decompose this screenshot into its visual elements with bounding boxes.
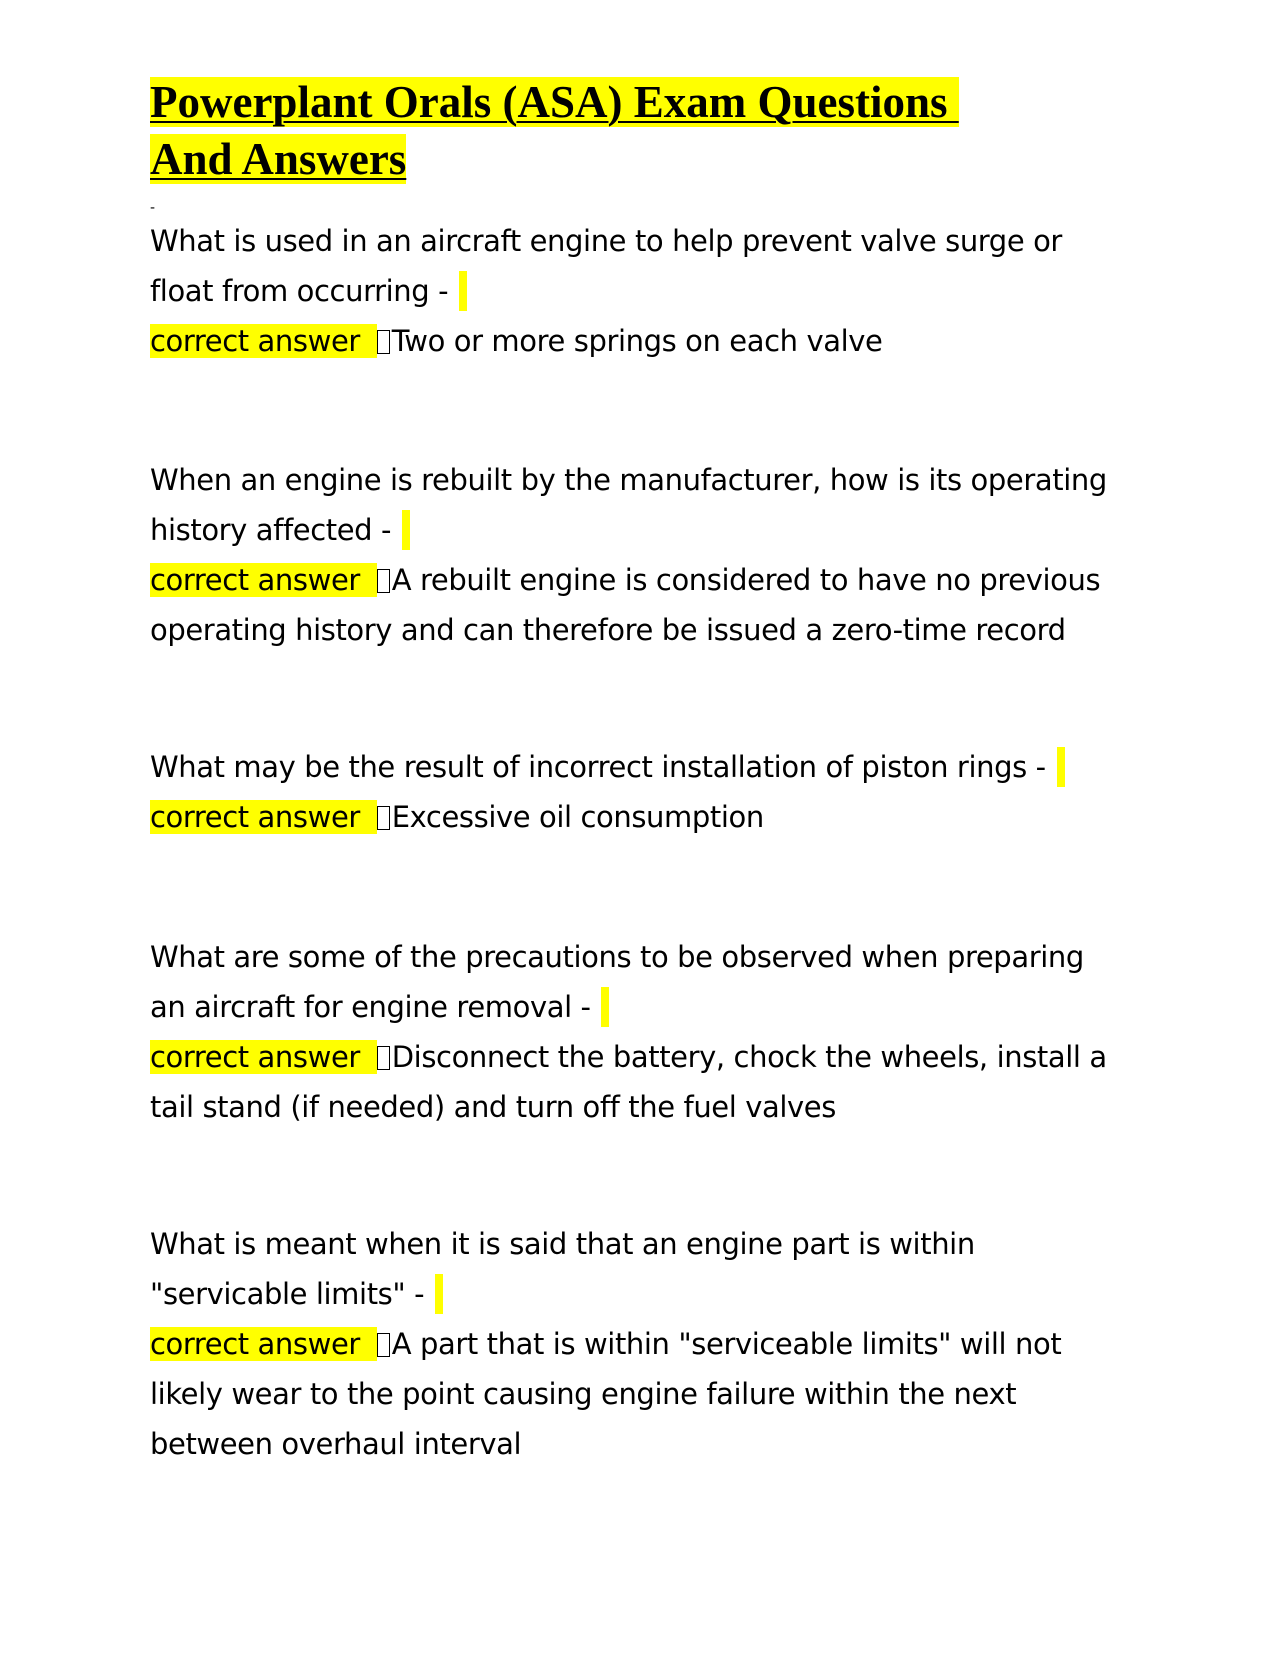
qa-item-5 bbox=[150, 1219, 1140, 1469]
missing-glyph-icon bbox=[377, 330, 390, 354]
answer-line: tail stand (if needed) and turn off the fuel valves bbox=[150, 1090, 836, 1124]
correct-answer-label: correct answer bbox=[150, 563, 377, 597]
missing-glyph-icon bbox=[377, 1046, 390, 1070]
missing-glyph-icon bbox=[377, 1333, 390, 1357]
answer-line: correct answer A rebuilt engine is considered to have no previous bbox=[150, 563, 1101, 597]
question bbox=[150, 932, 1140, 1032]
question bbox=[150, 216, 1140, 316]
answer bbox=[150, 1032, 1140, 1132]
question-line: "servicable limits" - bbox=[150, 1269, 1140, 1319]
missing-glyph-icon bbox=[377, 806, 390, 830]
title-separator: - bbox=[150, 200, 156, 216]
answer-line: likely wear to the point causing engine failure within the next bbox=[150, 1377, 1017, 1411]
correct-answer-label: correct answer bbox=[150, 324, 377, 358]
correct-answer-label: correct answer bbox=[150, 1040, 377, 1074]
answer-line: correct answer Excessive oil consumption bbox=[150, 800, 764, 834]
answer bbox=[150, 316, 1140, 366]
qa-item-4 bbox=[150, 932, 1140, 1132]
answer-line: correct answer Disconnect the battery, chock the wheels, install a bbox=[150, 1040, 1107, 1074]
answer bbox=[150, 1319, 1140, 1469]
title-line-2: And Answers bbox=[150, 134, 407, 184]
qa-item-2 bbox=[150, 455, 1140, 655]
question-line: an aircraft for engine removal - bbox=[150, 982, 1140, 1032]
question-line: When an engine is rebuilt by the manufacturer, how is its operating bbox=[150, 463, 1107, 497]
answer-line: between overhaul interval bbox=[150, 1427, 522, 1461]
question-line: What may be the result of incorrect installation of piston rings - bbox=[150, 742, 1140, 792]
document-title bbox=[150, 74, 1110, 188]
highlight-marker bbox=[402, 510, 410, 550]
question-line: float from occurring - bbox=[150, 266, 1140, 316]
question-line: What is used in an aircraft engine to help prevent valve surge or bbox=[150, 224, 1062, 258]
missing-glyph-icon bbox=[377, 569, 390, 593]
correct-answer-label: correct answer bbox=[150, 1327, 377, 1361]
highlight-marker bbox=[459, 271, 467, 311]
question-line: What are some of the precautions to be observed when preparing bbox=[150, 940, 1084, 974]
question-line: history affected - bbox=[150, 505, 1140, 555]
qa-item-1 bbox=[150, 216, 1140, 366]
answer bbox=[150, 555, 1140, 655]
answer-line: correct answer Two or more springs on each valve bbox=[150, 324, 883, 358]
qa-item-3 bbox=[150, 742, 1140, 842]
answer bbox=[150, 792, 1140, 842]
highlight-marker bbox=[601, 987, 609, 1027]
title-line-1: Powerplant Orals (ASA) Exam Questions bbox=[150, 77, 959, 127]
question bbox=[150, 455, 1140, 555]
question-line: What is meant when it is said that an engine part is within bbox=[150, 1227, 975, 1261]
highlight-marker bbox=[1057, 747, 1065, 787]
correct-answer-label: correct answer bbox=[150, 800, 377, 834]
answer-line: correct answer A part that is within "serviceable limits" will not bbox=[150, 1327, 1062, 1361]
highlight-marker bbox=[435, 1274, 443, 1314]
answer-line: operating history and can therefore be issued a zero-time record bbox=[150, 613, 1066, 647]
question bbox=[150, 742, 1140, 792]
question bbox=[150, 1219, 1140, 1319]
